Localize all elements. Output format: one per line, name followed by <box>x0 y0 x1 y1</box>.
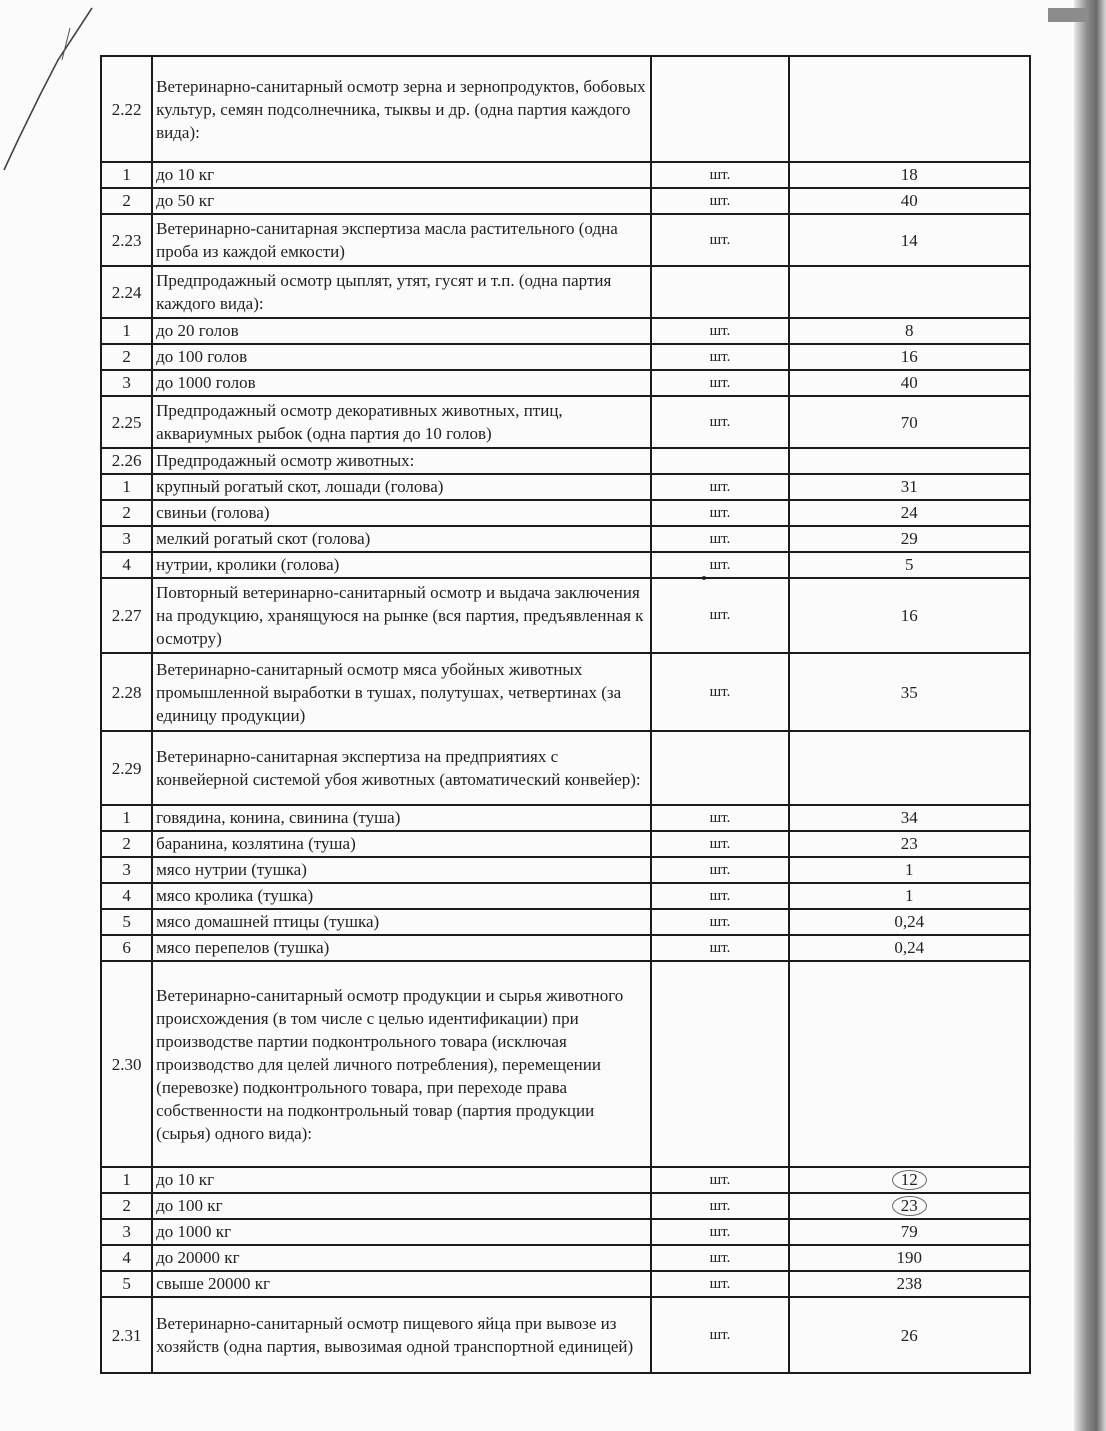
table-row <box>101 909 1030 935</box>
price-cell: 34 <box>789 805 1030 831</box>
service-name: до 100 кг <box>152 1193 651 1219</box>
table-row <box>101 935 1030 961</box>
unit-cell: шт. <box>651 188 788 214</box>
price-cell <box>789 266 1030 318</box>
table-row <box>101 805 1030 831</box>
unit-cell: шт. <box>651 526 788 552</box>
price-cell: 1 <box>789 883 1030 909</box>
circled-price: 23 <box>892 1196 927 1216</box>
unit-cell: шт. <box>651 318 788 344</box>
table-row <box>101 1271 1030 1297</box>
service-name: Ветеринарно-санитарный осмотр мяса убойных животных промышленной выработки в тушах, полутушах, четвертинах (за единицу продукции) <box>152 653 651 731</box>
table-row <box>101 857 1030 883</box>
service-name: до 10 кг <box>152 1167 651 1193</box>
unit-cell: шт. <box>651 344 788 370</box>
unit-cell: шт. <box>651 370 788 396</box>
row-number: 2.28 <box>101 653 152 731</box>
table-row <box>101 961 1030 1167</box>
table-row <box>101 214 1030 266</box>
service-name: до 20000 кг <box>152 1245 651 1271</box>
table-row <box>101 653 1030 731</box>
table-row <box>101 56 1030 162</box>
price-cell: 31 <box>789 474 1030 500</box>
unit-cell: шт. <box>651 1193 788 1219</box>
unit-cell: шт. <box>651 935 788 961</box>
table-row <box>101 1167 1030 1193</box>
row-number: 2 <box>101 344 152 370</box>
price-cell <box>789 56 1030 162</box>
unit-cell: шт. <box>651 883 788 909</box>
table-row <box>101 266 1030 318</box>
table-row <box>101 188 1030 214</box>
service-name: Ветеринарно-санитарная экспертиза масла растительного (одна проба из каждой емкости) <box>152 214 651 266</box>
unit-cell: шт. <box>651 162 788 188</box>
price-cell: 1 <box>789 857 1030 883</box>
unit-cell: шт. <box>651 578 788 653</box>
unit-cell <box>651 266 788 318</box>
table-row <box>101 731 1030 805</box>
price-cell: 190 <box>789 1245 1030 1271</box>
service-name: Ветеринарно-санитарный осмотр пищевого яйца при вывозе из хозяйств (одна партия, вывозимая одной транспортной единицей) <box>152 1297 651 1373</box>
table-row <box>101 1245 1030 1271</box>
table-row <box>101 1297 1030 1373</box>
service-name: Предпродажный осмотр животных: <box>152 448 651 474</box>
row-number: 3 <box>101 370 152 396</box>
table-row <box>101 344 1030 370</box>
unit-cell: шт. <box>651 214 788 266</box>
price-cell: 16 <box>789 344 1030 370</box>
unit-cell: шт. <box>651 396 788 448</box>
price-cell <box>789 731 1030 805</box>
service-name: мясо домашней птицы (тушка) <box>152 909 651 935</box>
row-number: 2.23 <box>101 214 152 266</box>
row-number: 1 <box>101 162 152 188</box>
service-name: свиньи (голова) <box>152 500 651 526</box>
unit-cell <box>651 56 788 162</box>
price-cell: 35 <box>789 653 1030 731</box>
price-cell: 16 <box>789 578 1030 653</box>
unit-cell: шт. <box>651 857 788 883</box>
price-cell <box>789 1193 1030 1219</box>
row-number: 2.22 <box>101 56 152 162</box>
row-number: 2.25 <box>101 396 152 448</box>
table-row <box>101 578 1030 653</box>
unit-cell: шт. <box>651 831 788 857</box>
unit-cell: шт. <box>651 653 788 731</box>
service-name: Повторный ветеринарно-санитарный осмотр и выдача заключения на продукцию, хранящуюся на рынке (вся партия, предъявленная к осмотру) <box>152 578 651 653</box>
row-number: 2.30 <box>101 961 152 1167</box>
table-row <box>101 318 1030 344</box>
row-number: 4 <box>101 883 152 909</box>
unit-cell: шт. <box>651 552 788 578</box>
price-cell <box>789 448 1030 474</box>
price-cell: 0,24 <box>789 935 1030 961</box>
row-number: 1 <box>101 474 152 500</box>
service-name: Ветеринарно-санитарный осмотр зерна и зернопродуктов, бобовых культур, семян подсолнечника, тыквы и др. (одна партия каждого вида): <box>152 56 651 162</box>
row-number: 2.26 <box>101 448 152 474</box>
tariff-table-body <box>101 56 1030 1373</box>
table-row <box>101 831 1030 857</box>
service-name: Ветеринарно-санитарная экспертиза на предприятиях с конвейерной системой убоя животных (автоматический конвейер): <box>152 731 651 805</box>
service-name: Предпродажный осмотр цыплят, утят, гусят и т.п. (одна партия каждого вида): <box>152 266 651 318</box>
service-name: до 1000 голов <box>152 370 651 396</box>
row-number: 5 <box>101 909 152 935</box>
price-cell: 5 <box>789 552 1030 578</box>
price-cell: 23 <box>789 831 1030 857</box>
row-number: 2 <box>101 188 152 214</box>
row-number: 3 <box>101 1219 152 1245</box>
price-cell: 29 <box>789 526 1030 552</box>
service-name: мясо нутрии (тушка) <box>152 857 651 883</box>
price-cell: 0,24 <box>789 909 1030 935</box>
row-number: 2.24 <box>101 266 152 318</box>
table-row <box>101 883 1030 909</box>
unit-cell: шт. <box>651 909 788 935</box>
row-number: 4 <box>101 1245 152 1271</box>
service-name: до 10 кг <box>152 162 651 188</box>
row-number: 2.27 <box>101 578 152 653</box>
row-number: 6 <box>101 935 152 961</box>
service-name: до 50 кг <box>152 188 651 214</box>
table-row <box>101 500 1030 526</box>
table-row <box>101 1193 1030 1219</box>
service-name: мясо перепелов (тушка) <box>152 935 651 961</box>
circled-price: 12 <box>892 1170 927 1190</box>
row-number: 2 <box>101 1193 152 1219</box>
price-cell: 40 <box>789 370 1030 396</box>
unit-cell: шт. <box>651 1245 788 1271</box>
service-name: нутрии, кролики (голова) <box>152 552 651 578</box>
price-cell: 24 <box>789 500 1030 526</box>
service-name: Ветеринарно-санитарный осмотр продукции и сырья животного происхождения (в том числе с целью идентификации) при производстве партии подконтрольного товара (исключая производство для целей личного потребления), перемещении (перевозке) подконтрольного товара, при переходе права собственности на подконтрольный товар (партия продукции (сырья) одного вида): <box>152 961 651 1167</box>
unit-cell: шт. <box>651 500 788 526</box>
row-number: 2 <box>101 500 152 526</box>
row-number: 1 <box>101 1167 152 1193</box>
row-number: 1 <box>101 318 152 344</box>
table-row <box>101 370 1030 396</box>
service-name: свыше 20000 кг <box>152 1271 651 1297</box>
unit-cell: шт. <box>651 1297 788 1373</box>
table-row <box>101 448 1030 474</box>
table-row <box>101 526 1030 552</box>
price-cell <box>789 1167 1030 1193</box>
row-number: 4 <box>101 552 152 578</box>
price-cell: 79 <box>789 1219 1030 1245</box>
row-number: 3 <box>101 526 152 552</box>
price-cell: 14 <box>789 214 1030 266</box>
price-cell: 18 <box>789 162 1030 188</box>
unit-cell: шт. <box>651 1271 788 1297</box>
service-name: крупный рогатый скот, лошади (голова) <box>152 474 651 500</box>
service-name: Предпродажный осмотр декоративных животных, птиц, аквариумных рыбок (одна партия до 10 голов) <box>152 396 651 448</box>
price-cell <box>789 961 1030 1167</box>
table-row <box>101 396 1030 448</box>
unit-cell: шт. <box>651 805 788 831</box>
price-cell: 40 <box>789 188 1030 214</box>
price-cell: 70 <box>789 396 1030 448</box>
row-number: 1 <box>101 805 152 831</box>
unit-cell: шт. <box>651 1219 788 1245</box>
service-name: до 100 голов <box>152 344 651 370</box>
service-name: мелкий рогатый скот (голова) <box>152 526 651 552</box>
unit-cell: шт. <box>651 1167 788 1193</box>
scan-pen-mark <box>0 0 110 200</box>
service-name: до 20 голов <box>152 318 651 344</box>
unit-cell: шт. <box>651 474 788 500</box>
row-number: 5 <box>101 1271 152 1297</box>
table-row <box>101 474 1030 500</box>
row-number: 2 <box>101 831 152 857</box>
tariff-table <box>100 55 1031 1374</box>
price-cell: 8 <box>789 318 1030 344</box>
table-row <box>101 552 1030 578</box>
service-name: говядина, конина, свинина (туша) <box>152 805 651 831</box>
table-row <box>101 1219 1030 1245</box>
table-row <box>101 162 1030 188</box>
service-name: баранина, козлятина (туша) <box>152 831 651 857</box>
row-number: 2.31 <box>101 1297 152 1373</box>
row-number: 3 <box>101 857 152 883</box>
unit-cell <box>651 448 788 474</box>
price-cell: 26 <box>789 1297 1030 1373</box>
price-cell: 238 <box>789 1271 1030 1297</box>
scan-edge-shadow <box>1074 0 1106 1431</box>
service-name: до 1000 кг <box>152 1219 651 1245</box>
row-number: 2.29 <box>101 731 152 805</box>
unit-cell <box>651 961 788 1167</box>
unit-cell <box>651 731 788 805</box>
service-name: мясо кролика (тушка) <box>152 883 651 909</box>
